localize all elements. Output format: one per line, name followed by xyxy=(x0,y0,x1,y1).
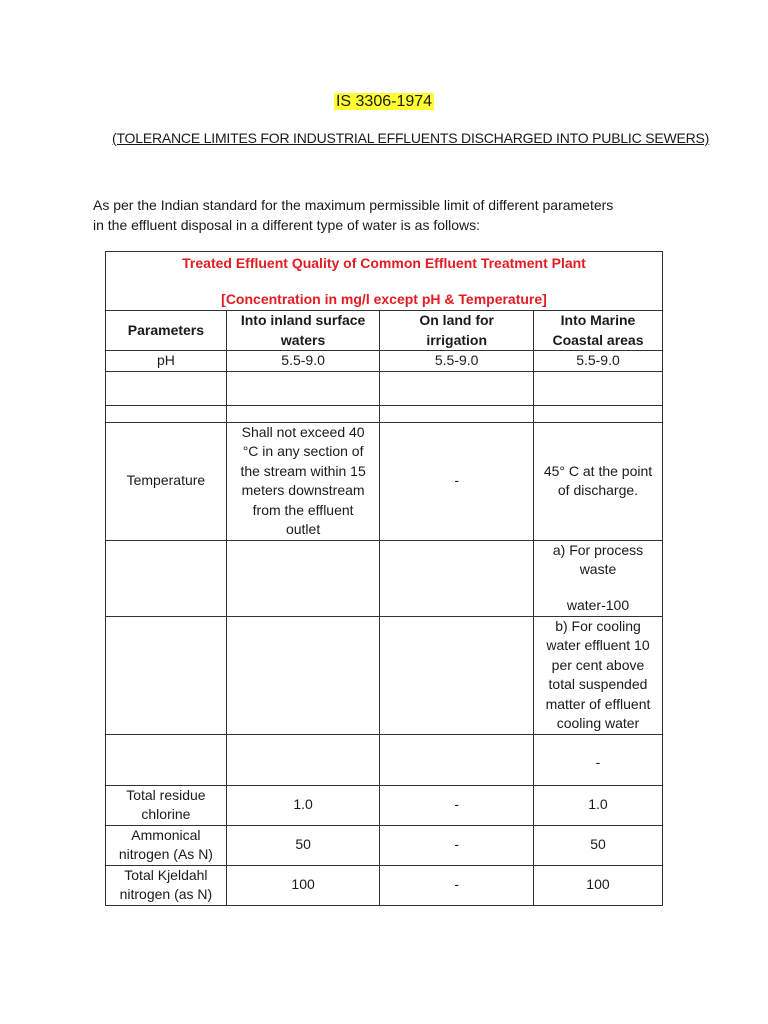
temperature-inland-line: meters downstream xyxy=(241,482,365,498)
header-inland-line-2: waters xyxy=(280,331,326,348)
dash-marine: - xyxy=(533,734,662,785)
header-marine xyxy=(533,311,662,351)
ph-param: pH xyxy=(106,351,227,372)
table-row-process-waste xyxy=(106,540,663,616)
kjeldahl-nitrogen-inland: 100 xyxy=(226,865,380,905)
table-row-temperature xyxy=(106,422,663,540)
kjeldahl-nitrogen-param xyxy=(106,865,227,905)
cooling-water-line: b) For cooling xyxy=(555,617,641,634)
table-row-empty-2 xyxy=(106,405,663,422)
temperature-inland-line: from the effluent xyxy=(252,501,354,518)
temperature-marine xyxy=(533,422,662,540)
temperature-land: - xyxy=(380,422,534,540)
kjeldahl-nitrogen-land: - xyxy=(380,865,534,905)
residue-chlorine-land: - xyxy=(380,785,534,825)
header-inland xyxy=(226,311,380,351)
table-caption-row xyxy=(106,252,663,311)
process-waste-marine xyxy=(533,540,662,616)
residue-chlorine-param xyxy=(106,785,227,825)
cooling-water-line: water effluent 10 xyxy=(546,637,650,653)
ammonical-nitrogen-param xyxy=(106,825,227,865)
residue-chlorine-param-line: Total residue xyxy=(126,786,206,803)
header-land-line-2: irrigation xyxy=(426,331,488,348)
kjeldahl-nitrogen-marine: 100 xyxy=(533,865,662,905)
header-parameters: Parameters xyxy=(106,311,227,351)
document-title xyxy=(0,93,768,111)
kjeldahl-nitrogen-param-line: nitrogen (as N) xyxy=(119,886,213,902)
temperature-inland-line: °C in any section of xyxy=(242,443,364,459)
table-caption xyxy=(106,252,663,311)
header-land xyxy=(380,311,534,351)
residue-chlorine-inland: 1.0 xyxy=(226,785,380,825)
header-land-line-1: On land for xyxy=(419,312,495,328)
ammonical-nitrogen-inland: 50 xyxy=(226,825,380,865)
ammonical-nitrogen-param-line: nitrogen (As N) xyxy=(118,846,213,862)
ammonical-nitrogen-land: - xyxy=(380,825,534,865)
ph-marine: 5.5-9.0 xyxy=(533,351,662,372)
intro-paragraph xyxy=(93,196,693,235)
table-row-residue-chlorine xyxy=(106,785,663,825)
cooling-water-line: per cent above xyxy=(551,656,645,673)
table-row-kjeldahl-nitrogen xyxy=(106,865,663,905)
header-marine-line-1: Into Marine xyxy=(560,312,636,328)
ph-inland: 5.5-9.0 xyxy=(226,351,380,372)
process-waste-line: a) For process xyxy=(552,541,644,558)
residue-chlorine-param-line: chlorine xyxy=(141,806,191,822)
temperature-param: Temperature xyxy=(106,422,227,540)
table-header-row xyxy=(106,311,663,351)
intro-line-2: in the effluent disposal in a different type of water is as follows: xyxy=(93,216,481,233)
table-row-ammonical-nitrogen xyxy=(106,825,663,865)
intro-line-1: As per the Indian standard for the maximum permissible limit of different parameters xyxy=(93,197,614,213)
cooling-water-line: matter of effluent xyxy=(545,695,651,712)
ph-land: 5.5-9.0 xyxy=(380,351,534,372)
table-caption-line-1: Treated Effluent Quality of Common Effluent Treatment Plant xyxy=(182,255,586,271)
temperature-inland-line: Shall not exceed 40 xyxy=(241,423,365,440)
process-waste-value: water-100 xyxy=(566,596,630,613)
header-marine-line-2: Coastal areas xyxy=(552,331,644,348)
temperature-inland-line: outlet xyxy=(285,521,321,537)
table-row-dash xyxy=(106,734,663,785)
table-caption-line-2: [Concentration in mg/l except pH & Temperature] xyxy=(221,290,547,307)
cooling-water-line: total suspended xyxy=(548,676,648,692)
residue-chlorine-marine: 1.0 xyxy=(533,785,662,825)
process-waste-line: waste xyxy=(579,561,617,577)
document-title-text: IS 3306-1974 xyxy=(335,93,433,110)
header-inland-line-1: Into inland surface xyxy=(240,312,366,328)
cooling-water-line: cooling water xyxy=(556,715,640,731)
table-row-ph xyxy=(106,351,663,372)
table-row-cooling-water xyxy=(106,616,663,734)
temperature-inland-line: the stream within 15 xyxy=(240,462,366,479)
ammonical-nitrogen-marine: 50 xyxy=(533,825,662,865)
ammonical-nitrogen-param-line: Ammonical xyxy=(131,826,201,843)
kjeldahl-nitrogen-param-line: Total Kjeldahl xyxy=(124,866,208,883)
table-row-empty-1 xyxy=(106,371,663,405)
temperature-inland xyxy=(226,422,380,540)
document-subtitle: (TOLERANCE LIMITES FOR INDUSTRIAL EFFLUENTS DISCHARGED INTO PUBLIC SEWERS) xyxy=(112,130,710,146)
cooling-water-marine xyxy=(533,616,662,734)
effluent-standards-table xyxy=(105,251,663,906)
temperature-marine-line: 45° C at the point xyxy=(543,462,653,479)
temperature-marine-line: of discharge. xyxy=(557,482,639,498)
